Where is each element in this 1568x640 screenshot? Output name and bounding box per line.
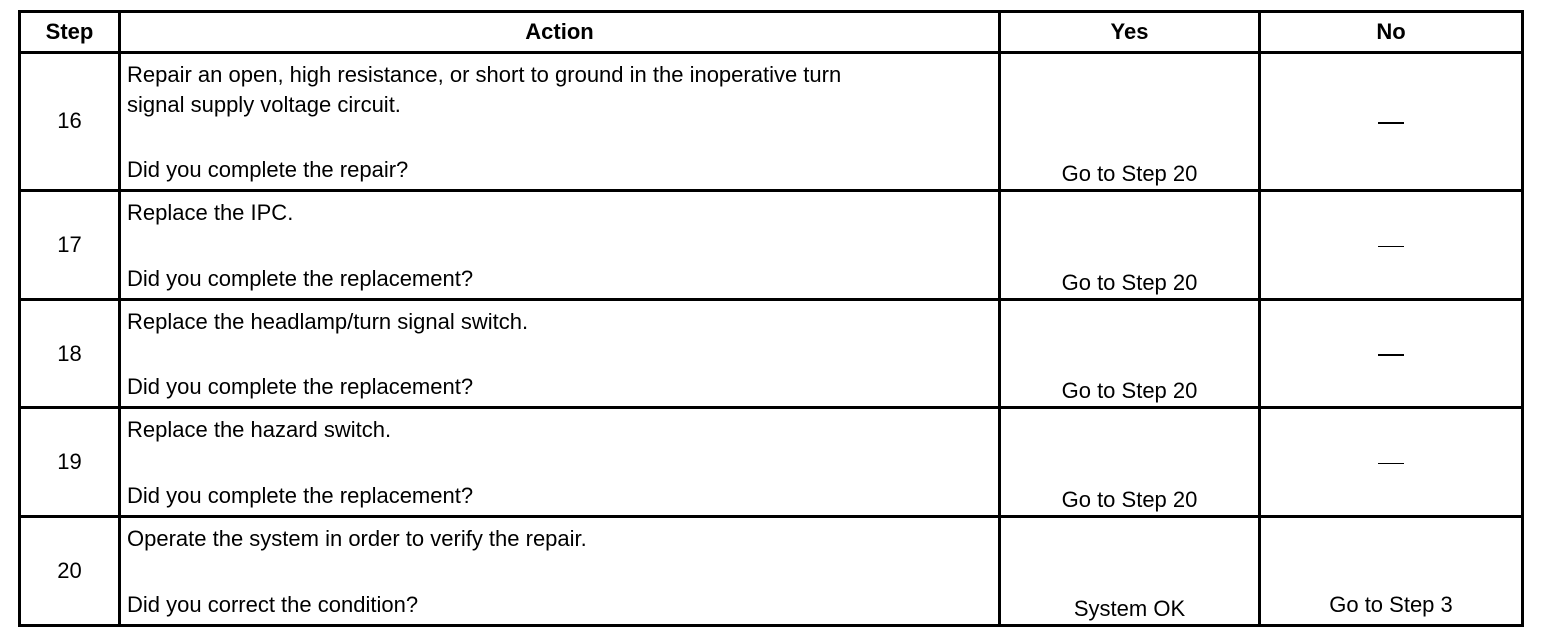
header-no: No — [1260, 12, 1523, 53]
yes-result: Go to Step 20 — [1000, 53, 1260, 191]
no-result — [1260, 408, 1523, 517]
action-instruction: Replace the hazard switch. — [127, 417, 392, 443]
action-question: Did you complete the replacement? — [127, 265, 474, 291]
no-result — [1260, 190, 1523, 299]
no-result: Go to Step 3 — [1260, 517, 1523, 626]
step-number: 16 — [20, 53, 120, 191]
action-question: Did you correct the condition? — [127, 592, 419, 617]
step-number: 19 — [20, 408, 120, 517]
header-yes: Yes — [1000, 12, 1260, 53]
action-cell — [120, 190, 1000, 299]
action-instruction: Replace the IPC. — [127, 199, 294, 225]
step-number: 17 — [20, 190, 120, 299]
no-result-dash — [1378, 122, 1404, 124]
yes-result: System OK — [1000, 517, 1260, 626]
action-cell — [120, 299, 1000, 408]
no-result-dash — [1378, 463, 1404, 464]
action-cell — [120, 408, 1000, 517]
step-number: 20 — [20, 517, 120, 626]
action-cell — [120, 517, 1000, 626]
header-step: Step — [20, 12, 120, 53]
no-result — [1260, 53, 1523, 191]
no-result-dash — [1378, 246, 1404, 247]
table-row — [20, 190, 1523, 299]
step-number: 18 — [20, 299, 120, 408]
action-question: Did you complete the repair? — [127, 156, 409, 182]
action-question: Did you complete the replacement? — [127, 374, 474, 400]
no-result — [1260, 299, 1523, 408]
table-row — [20, 517, 1523, 626]
no-result-dash — [1378, 354, 1404, 356]
table-row — [20, 408, 1523, 517]
action-instruction: Replace the headlamp/turn signal switch. — [127, 308, 529, 334]
yes-result: Go to Step 20 — [1000, 299, 1260, 408]
action-instruction: Repair an open, high resistance, or short to ground in the inoperative turn signal supply voltage circuit. — [127, 62, 842, 117]
header-row — [20, 12, 1523, 53]
yes-result: Go to Step 20 — [1000, 408, 1260, 517]
table-row — [20, 53, 1523, 191]
action-question: Did you complete the replacement? — [127, 483, 474, 509]
action-cell — [120, 53, 1000, 191]
table-row — [20, 299, 1523, 408]
diagnostic-table — [18, 10, 1524, 627]
yes-result: Go to Step 20 — [1000, 190, 1260, 299]
header-action: Action — [120, 12, 1000, 53]
action-instruction: Operate the system in order to verify the repair. — [127, 526, 587, 552]
